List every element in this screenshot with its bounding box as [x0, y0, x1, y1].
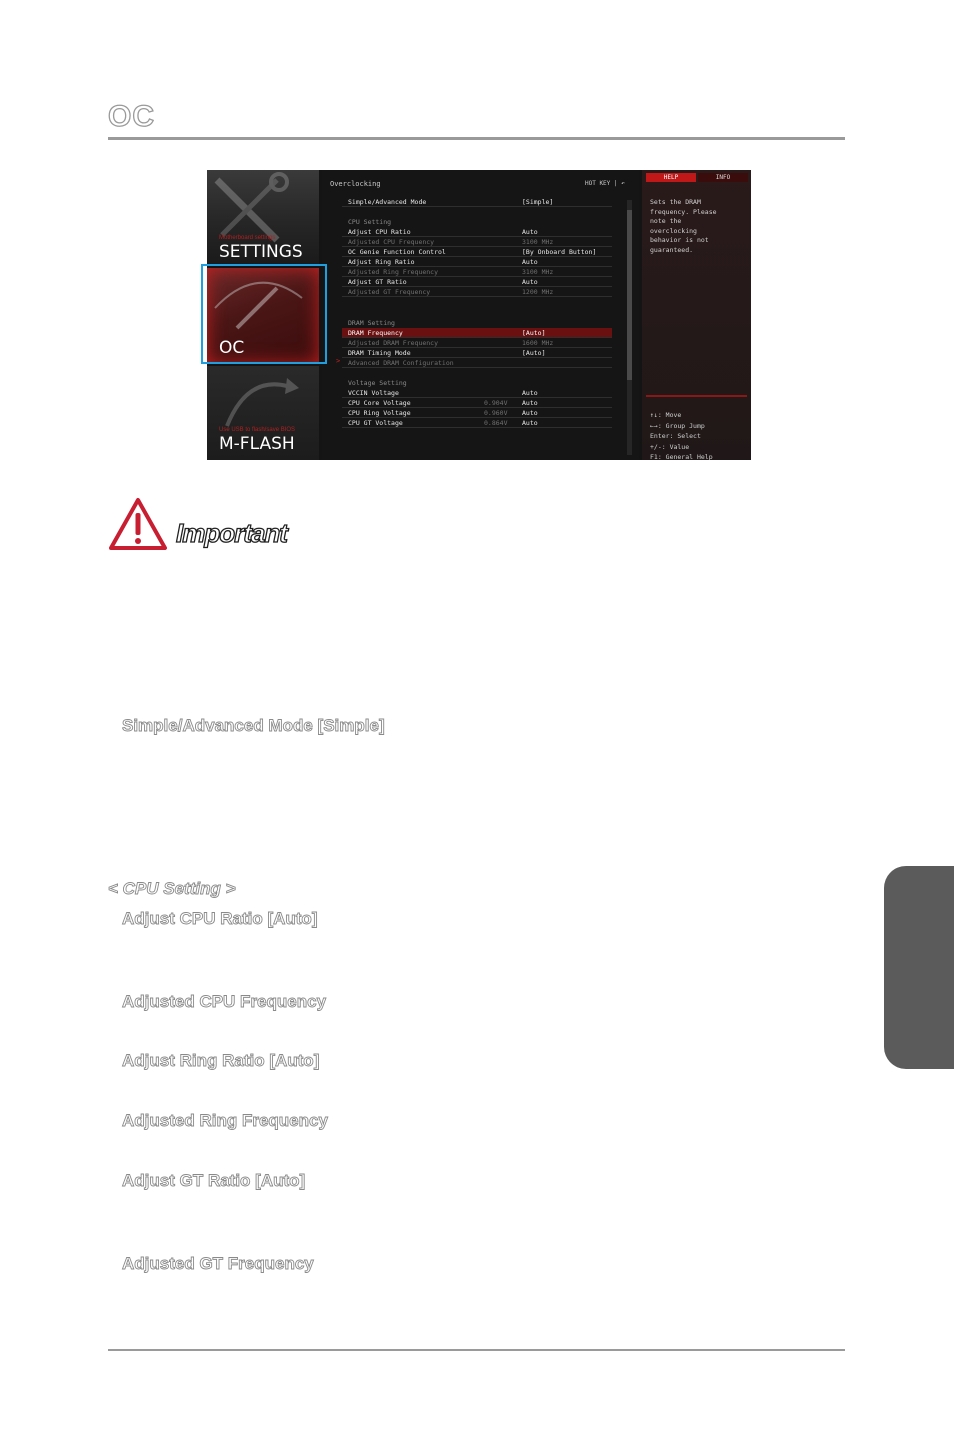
group-cpu-setting: CPU Setting	[348, 218, 392, 226]
footer-rule	[108, 1349, 845, 1351]
settings-label: SETTINGS	[219, 242, 303, 262]
row-vccin-voltage[interactable]: VCCIN Voltage Auto	[342, 388, 612, 398]
settings-subtitle: Motherboard settings	[219, 235, 276, 241]
heading-simple-advanced: Simple/Advanced Mode [Simple]	[122, 716, 385, 735]
mflash-label: M-FLASH	[219, 434, 295, 454]
oc-label: OC	[219, 338, 245, 358]
tab-info[interactable]: INFO	[698, 173, 748, 182]
panel-title: Overclocking	[330, 180, 381, 188]
nav-tile-settings[interactable]	[207, 170, 319, 266]
row-oc-genie[interactable]: OC Genie Function Control [By Onboard Button]	[342, 247, 612, 257]
heading-cpu-setting: < CPU Setting >	[108, 879, 236, 898]
submenu-arrow-icon: >	[336, 357, 341, 365]
tab-help[interactable]: HELP	[646, 173, 696, 182]
row-adjusted-dram-freq: Adjusted DRAM Frequency 1600 MHz	[342, 338, 612, 348]
row-simple-advanced[interactable]: Simple/Advanced Mode [Simple]	[342, 197, 612, 207]
help-separator	[646, 395, 747, 397]
scrollbar-thumb[interactable]	[627, 210, 632, 380]
important-label: Important	[176, 518, 287, 548]
row-adjusted-cpu-freq: Adjusted CPU Frequency 3100 MHz	[342, 237, 612, 247]
heading-adjust-gt-ratio: Adjust GT Ratio [Auto]	[122, 1171, 306, 1190]
group-voltage-setting: Voltage Setting	[348, 379, 407, 387]
row-adjusted-gt-freq: Adjusted GT Frequency 1200 MHz	[342, 287, 612, 297]
row-cpu-ring-voltage[interactable]: CPU Ring Voltage 0.960V Auto	[342, 408, 612, 418]
row-adjust-gt-ratio[interactable]: Adjust GT Ratio Auto	[342, 277, 612, 287]
heading-adjusted-gt-frequency: Adjusted GT Frequency	[122, 1254, 314, 1273]
row-cpu-core-voltage[interactable]: CPU Core Voltage 0.904V Auto	[342, 398, 612, 408]
section-title: OC	[108, 100, 155, 133]
row-dram-timing-mode[interactable]: DRAM Timing Mode [Auto]	[342, 348, 612, 358]
heading-adjusted-ring-frequency: Adjusted Ring Frequency	[122, 1111, 328, 1130]
nav-tile-mflash[interactable]	[207, 366, 319, 460]
row-adjust-cpu-ratio[interactable]: Adjust CPU Ratio Auto	[342, 227, 612, 237]
title-rule	[108, 137, 845, 140]
row-dram-frequency[interactable]: DRAM Frequency [Auto]	[342, 328, 612, 338]
row-adjusted-ring-freq: Adjusted Ring Frequency 3100 MHz	[342, 267, 612, 277]
row-adjust-ring-ratio[interactable]: Adjust Ring Ratio Auto	[342, 257, 612, 267]
heading-adjust-ring-ratio: Adjust Ring Ratio [Auto]	[122, 1051, 320, 1070]
help-text: Sets the DRAM frequency. Please note the overclocking behavior is not guaranteed.	[650, 198, 717, 254]
help-panel	[642, 170, 751, 460]
row-cpu-gt-voltage[interactable]: CPU GT Voltage 0.864V Auto	[342, 418, 612, 428]
heading-adjust-cpu-ratio: Adjust CPU Ratio [Auto]	[122, 909, 318, 928]
row-advanced-dram-config[interactable]: Advanced DRAM Configuration	[342, 358, 612, 368]
oc-highlight-box	[201, 264, 327, 364]
mflash-subtitle: Use USB to flash/save BIOS	[219, 427, 296, 433]
heading-adjusted-cpu-frequency: Adjusted CPU Frequency	[122, 992, 327, 1011]
group-dram-setting: DRAM Setting	[348, 319, 395, 327]
bios-settings-panel	[322, 170, 639, 460]
key-legend: ↑↓: Move ←→: Group Jump Enter: Select +/-: Value F1: General Help	[650, 411, 713, 460]
warning-icon	[108, 497, 168, 551]
chapter-side-tab	[884, 866, 954, 1069]
hotkey-label[interactable]: HOT KEY | ↶	[585, 180, 625, 187]
